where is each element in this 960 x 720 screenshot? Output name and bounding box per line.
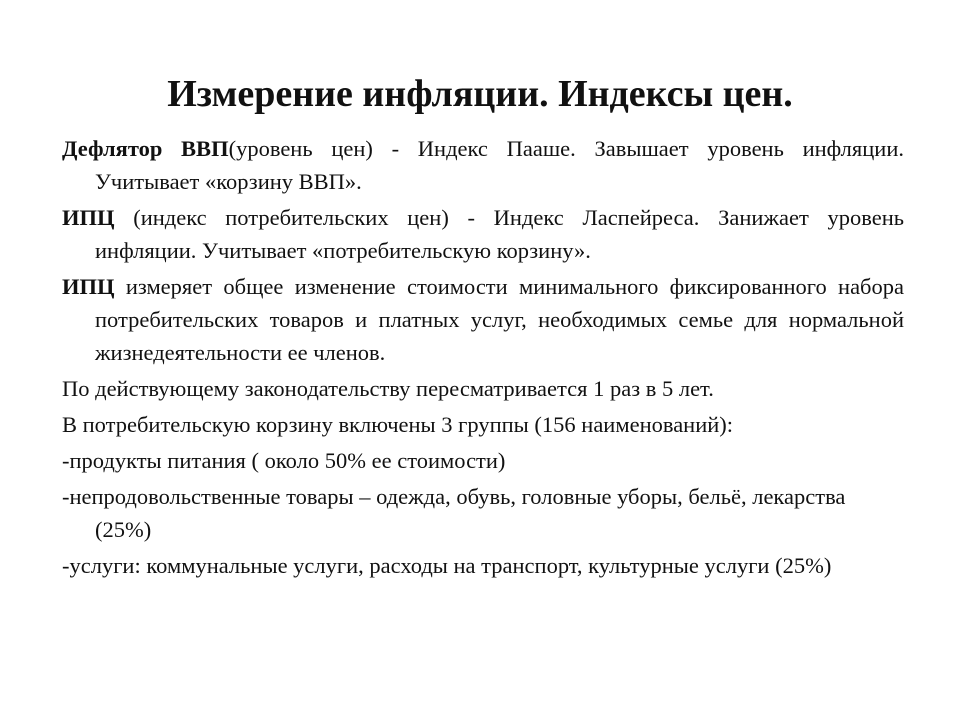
- list-item-food: [62, 444, 904, 477]
- paragraph-revision: [62, 372, 904, 405]
- paragraph-text: В потребительскую корзину включены 3 группы (156 наименований):: [62, 412, 734, 437]
- term-cpi: ИПЦ: [62, 205, 115, 230]
- paragraph-text: -непродовольственные товары – одежда, обувь, головные уборы, бельё, лекарства (25%): [62, 484, 846, 542]
- term-gdp-deflator: Дефлятор ВВП: [62, 136, 229, 161]
- paragraph-gdp-deflator: [62, 132, 904, 198]
- list-item-services: [62, 549, 904, 582]
- paragraph-text: -продукты питания ( около 50% ее стоимости): [62, 448, 506, 473]
- paragraph-text: По действующему законодательству пересматривается 1 раз в 5 лет.: [62, 376, 714, 401]
- paragraph-text: (уровень цен) - Индекс Пааше. Завышает уровень инфляции. Учитывает «корзину ВВП».: [95, 136, 905, 194]
- paragraph-text: -услуги: коммунальные услуги, расходы на транспорт, культурные услуги (25%): [62, 553, 832, 578]
- slide-title: Измерение инфляции. Индексы цен.: [167, 73, 793, 115]
- term-cpi: ИПЦ: [62, 274, 115, 299]
- paragraph-basket-groups: [62, 408, 904, 441]
- slide-content: [62, 132, 904, 585]
- paragraph-text: (индекс потребительских цен) - Индекс Ласпейреса. Занижает уровень инфляции. Учитывает «потребительскую корзину».: [95, 205, 904, 263]
- paragraph-text: измеряет общее изменение стоимости минимального фиксированного набора потребительских товаров и платных услуг, необходимых семье для нормальной жизнедеятельности ее членов.: [95, 274, 904, 365]
- paragraph-cpi-definition: [62, 201, 904, 267]
- list-item-nonfood: [62, 480, 904, 546]
- paragraph-cpi-measures: [62, 270, 904, 369]
